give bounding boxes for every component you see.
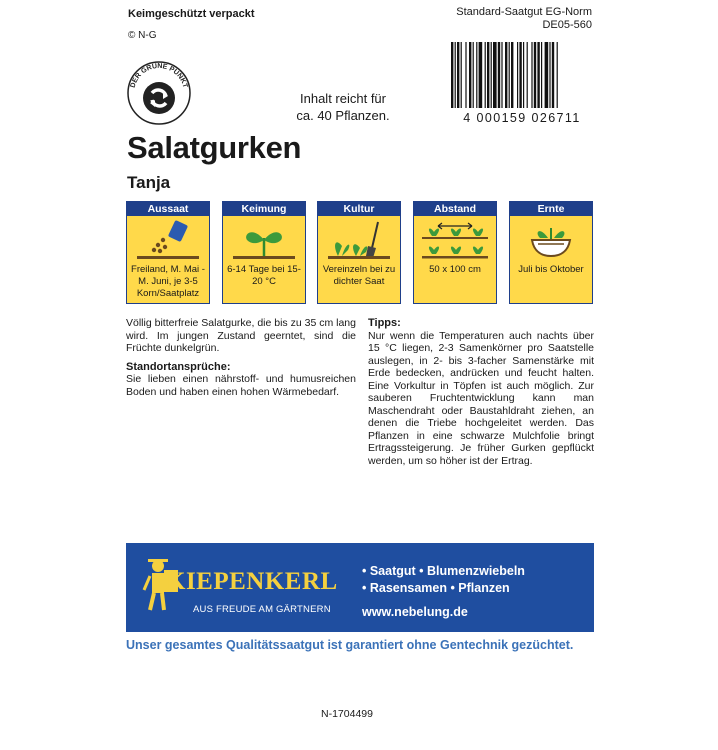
card-text: Vereinzeln bei zu dichter Saat xyxy=(322,264,396,287)
barcode-bar xyxy=(549,42,550,108)
card-ernte xyxy=(509,201,593,304)
barcode-bar xyxy=(479,42,483,108)
gmo-free-notice: Unser gesamtes Qualitätssaatgut ist garantiert ohne Gentechnik gezüchtet. xyxy=(126,638,574,652)
growing-info-cards xyxy=(126,201,594,304)
barcode-bar xyxy=(451,42,453,108)
copyright-note: © N-G xyxy=(128,30,157,41)
barcode-bar xyxy=(469,42,471,108)
seedlings-spade-icon xyxy=(318,216,400,264)
contents-line-1: Inhalt reicht für xyxy=(300,91,386,106)
svg-text:DER GRÜNE PUNKT: DER GRÜNE PUNKT xyxy=(129,62,189,89)
barcode-bar xyxy=(485,42,486,108)
barcode-bar xyxy=(476,42,477,108)
contents-info xyxy=(278,90,408,124)
barcode-bar xyxy=(487,42,489,108)
barcode-bar xyxy=(501,42,502,108)
card-label: Abstand xyxy=(414,202,496,216)
barcode-bar xyxy=(519,42,521,108)
description-intro: Völlig bitterfreie Salatgurke, die bis zu 35 cm lang wird. Im jungen Zustand geerntet, sind die Früchte dunkelgrün. xyxy=(126,317,356,354)
barcode-bar xyxy=(473,42,474,108)
article-number: N-1704499 xyxy=(321,708,373,720)
barcode-bar xyxy=(493,42,497,108)
product-list xyxy=(362,563,525,597)
card-label: Kultur xyxy=(318,202,400,216)
card-aussaat xyxy=(126,201,210,304)
product-variety: Tanja xyxy=(127,173,171,192)
harvest-bowl-icon xyxy=(510,216,592,264)
location-heading: Standortansprüche: xyxy=(126,360,231,373)
card-text: Juli bis Oktober xyxy=(518,264,584,275)
product-name: Salatgurken xyxy=(127,130,302,165)
barcode-bar xyxy=(537,42,539,108)
barcode-bar xyxy=(534,42,536,108)
barcode-bar xyxy=(511,42,513,108)
seed-packet-icon xyxy=(127,216,209,264)
barcode-bar xyxy=(457,42,459,108)
barcode-bar xyxy=(541,42,542,108)
standard-label: Standard-Saatgut EG-Norm xyxy=(456,6,592,18)
description-column xyxy=(126,317,356,398)
barcode-bar xyxy=(505,42,507,108)
barcode-bar xyxy=(498,42,500,108)
product-line-2: • Rasensamen • Pflanzen xyxy=(362,581,510,595)
card-text: 6-14 Tage bei 15-20 °C xyxy=(227,264,301,287)
brand-name: KIEPENKERL xyxy=(166,568,338,595)
card-text: Freiland, M. Mai - M. Juni, je 3-5 Korn/Saatplatz xyxy=(131,264,205,299)
green-dot-logo-icon xyxy=(126,60,192,126)
card-kultur xyxy=(317,201,401,304)
tips-column xyxy=(368,317,594,467)
barcode-bar xyxy=(455,42,456,108)
barcode-bar xyxy=(491,42,492,108)
barcode-bar xyxy=(523,42,524,108)
standard-code: DE05-560 xyxy=(542,19,592,31)
card-label: Keimung xyxy=(223,202,305,216)
card-abstand xyxy=(413,201,497,304)
card-text: 50 x 100 cm xyxy=(429,264,481,275)
card-keimung xyxy=(222,201,306,304)
card-label: Aussaat xyxy=(127,202,209,216)
barcode-bar xyxy=(461,42,462,108)
barcode-bar xyxy=(527,42,528,108)
barcode-bar xyxy=(509,42,510,108)
barcode-bar xyxy=(552,42,554,108)
card-label: Ernte xyxy=(510,202,592,216)
location-text: Sie lieben einen nährstoff- und humusreichen Boden und haben einen hohen Wärmebedarf. xyxy=(126,373,356,398)
contents-line-2: ca. 40 Pflanzen. xyxy=(296,108,390,123)
barcode-bar xyxy=(465,42,466,108)
barcode-bar xyxy=(517,42,518,108)
sprout-icon xyxy=(223,216,305,264)
brand-banner xyxy=(126,543,594,632)
packaging-note: Keimgeschützt verpackt xyxy=(128,8,255,20)
barcode-bar xyxy=(531,42,532,108)
tips-text: Nur wenn die Temperaturen auch nachts über 15 °C liegen, 2-3 Samenkörner pro Saatstelle auslegen, in 2- bis 3-facher Samenstärke mit Erde bedecken, andrücken und feucht halten. Eine Vorkultur in Töpfen ist auch möglich. Zur sauberen Fruchtentwicklung kann man Maschendraht oder Baustahldraht ziehen, an denen die Triebe hochgeleitet werden. Das Pflanzen in eine schwarze Mulchfolie bringt Ertragssteigerung. Je früher Gurken gepflückt werden, um so höher ist der Ertrag. xyxy=(368,329,594,467)
barcode-bar xyxy=(545,42,549,108)
product-line-1: • Saatgut • Blumenzwiebeln xyxy=(362,564,525,578)
barcode-number: 4 000159 026711 xyxy=(463,111,581,125)
brand-tagline: AUS FREUDE AM GÄRTNERN xyxy=(193,604,331,615)
tips-heading: Tipps: xyxy=(368,317,401,329)
barcode-bar xyxy=(557,42,558,108)
standard-info xyxy=(456,6,592,32)
website-url: www.nebelung.de xyxy=(362,605,468,619)
spacing-icon xyxy=(414,216,496,264)
barcode xyxy=(449,42,595,116)
